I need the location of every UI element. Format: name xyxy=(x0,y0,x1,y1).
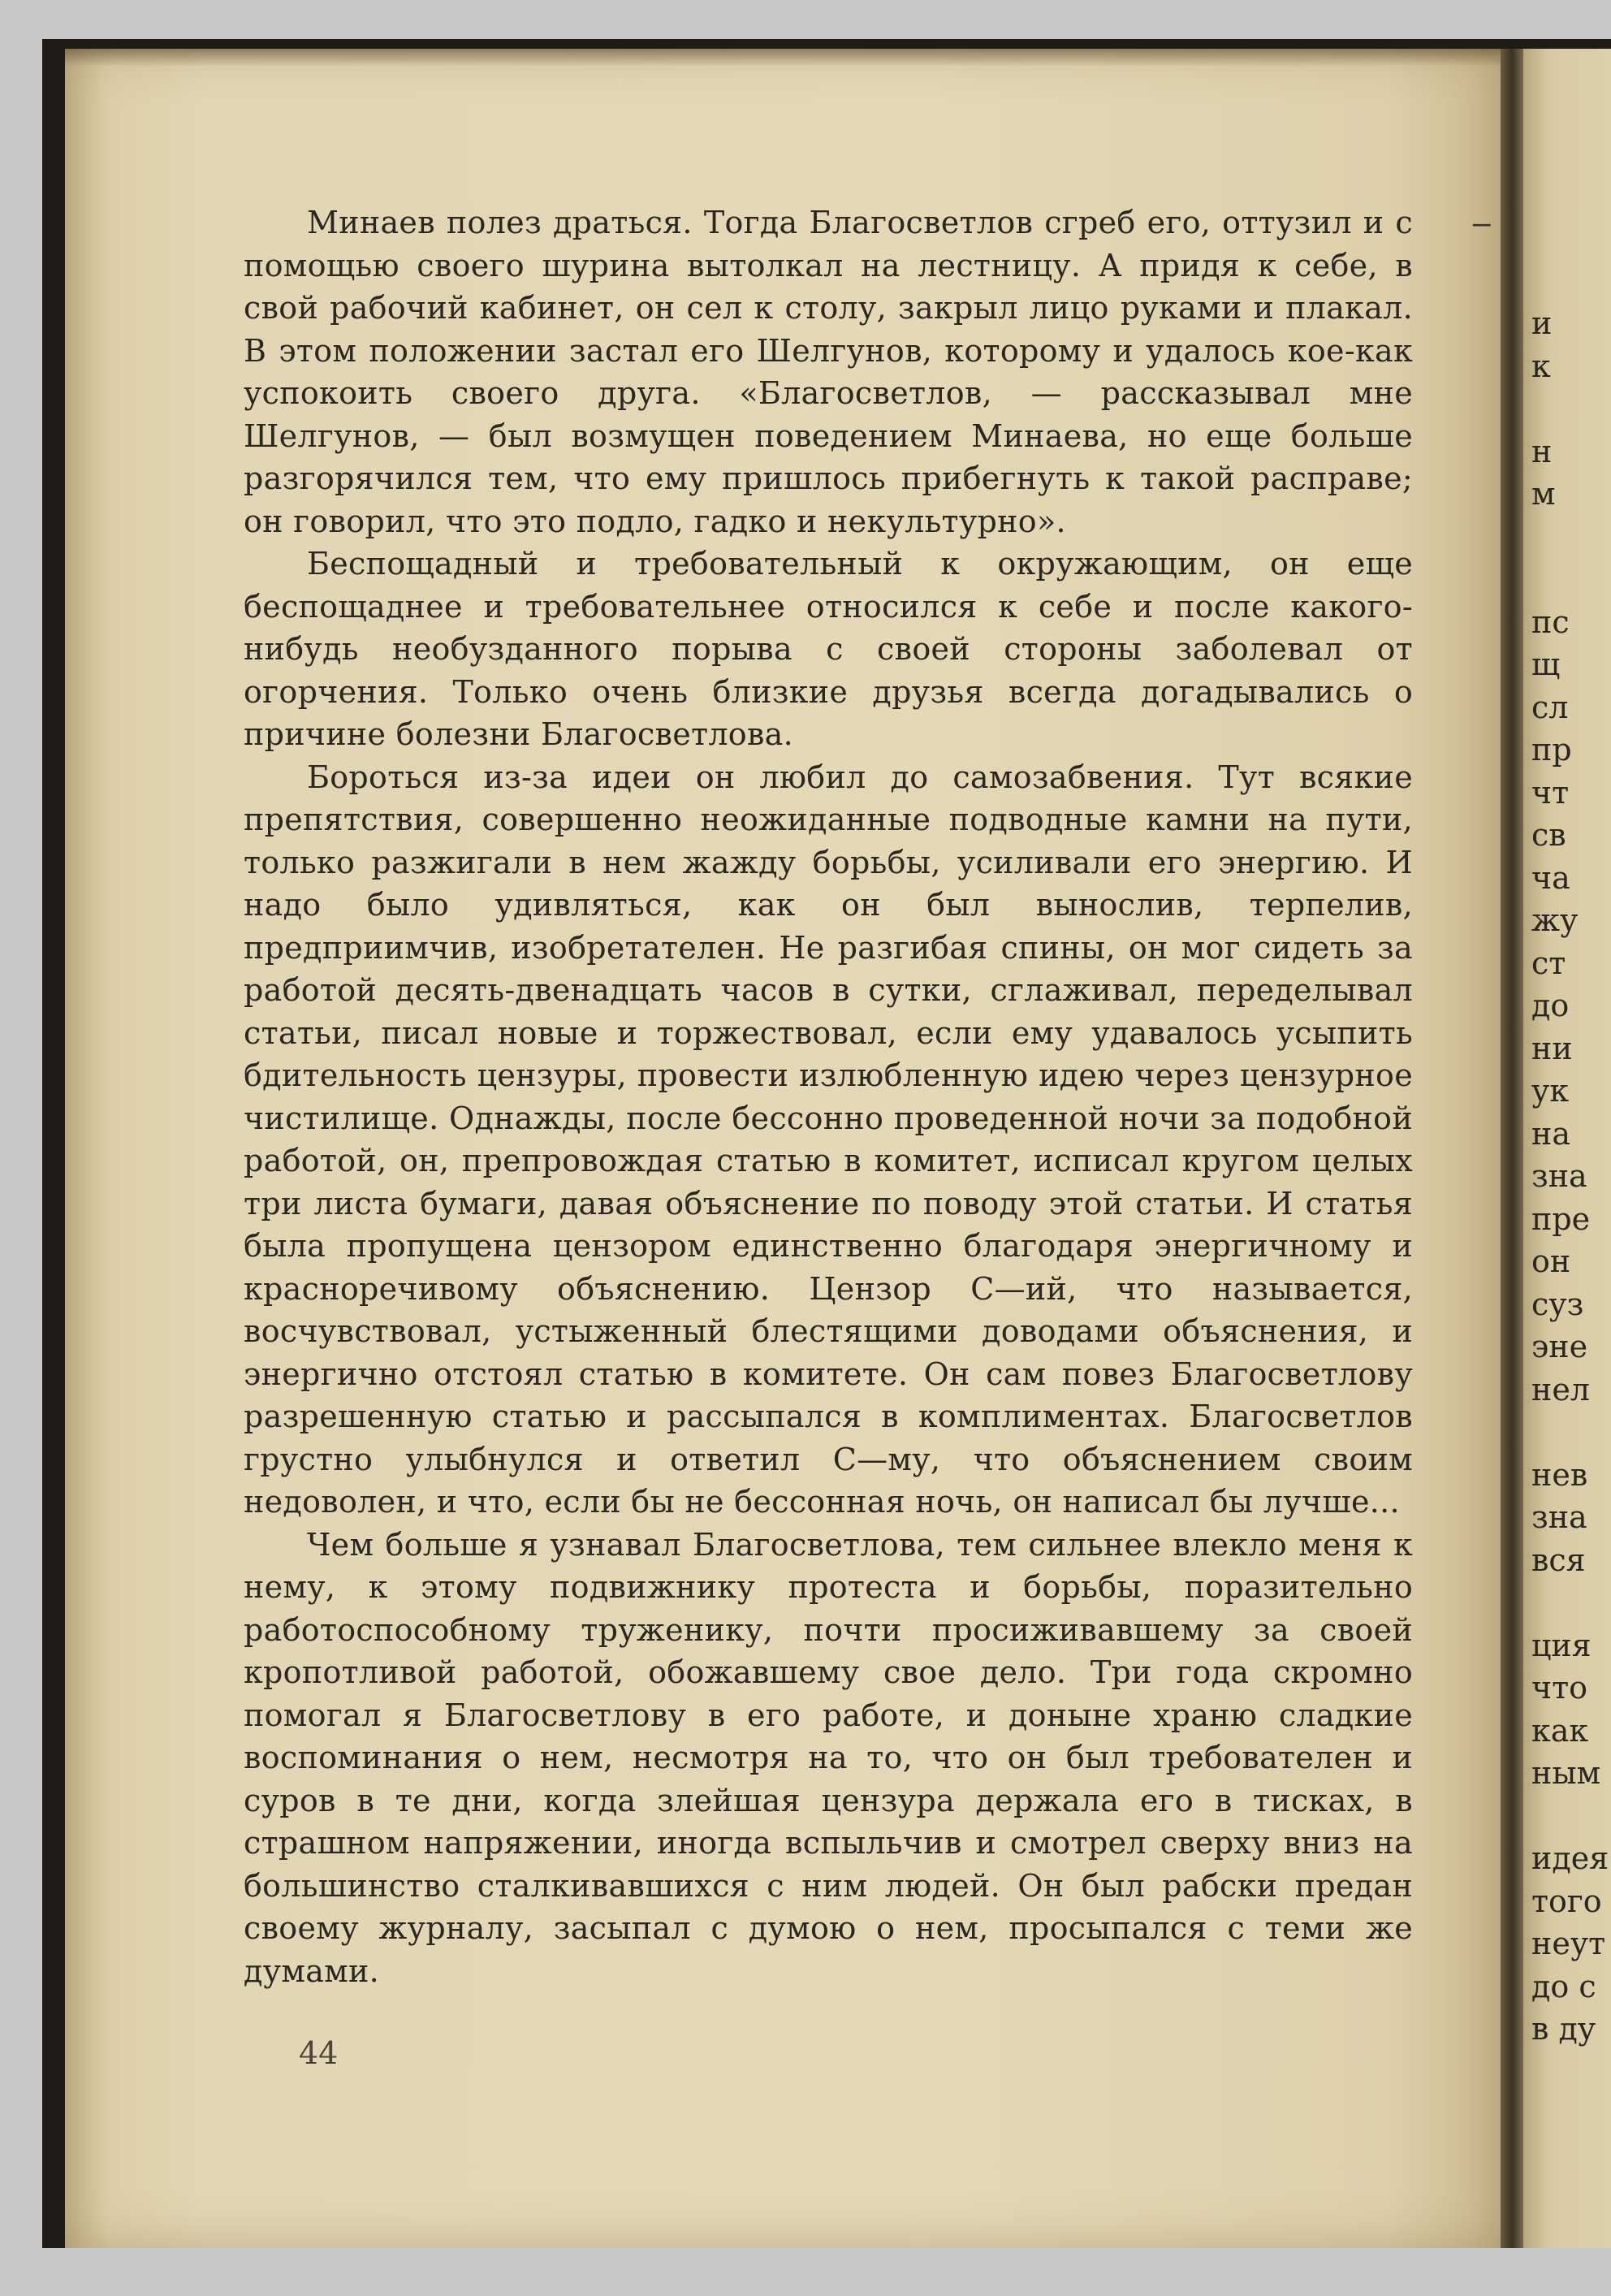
right-page-fragment: пр xyxy=(1531,732,1572,767)
paragraph: Бороться из-за идеи он любил до самозабвения. Тут всякие препятствия, совершенно неожиданные подводные камни на пути, только разжигали в нем жажду борьбы, усиливали его энергию. И надо было удивляться, как он был вынослив, терпелив, предприимчив, изобретателен. Не разгибая спины, он мог сидеть за работой десять-двенадцать часов в сутки, сглаживал, переделывал статьи, писал новые и торжествовал, если ему удавалось усыпить бдительность цензуры, провести излюбленную идею через цензурное чистилище. Однажды, после бессонно проведенной ночи за подобной работой, он, препровождая статью в комитет, исписал кругом целых три листа бумаги, давая объяснение по поводу этой статьи. И статья была пропущена цензором единственно благодаря энергичному и красноречивому объяснению. Цензор С—ий, что называется, восчувствовал, устыженный блестящими доводами объяснения, и энергично отстоял статью в комитете. Он сам повез Благосветлову разрешенную статью и рассыпался в комплиментах. Благосветлов грустно улыбнулся и ответил С—му, что объяснением своим недоволен, и что, если бы не бессонная ночь, он написал бы лучше... xyxy=(244,759,1413,1520)
right-page-fragment xyxy=(1531,1581,1611,1624)
right-page-fragment xyxy=(1531,1411,1611,1454)
page-body-text xyxy=(244,201,1413,1992)
right-page-fragment: неут xyxy=(1531,1926,1606,1961)
right-page-fragment: эне xyxy=(1531,1329,1588,1364)
right-page-text-fragments xyxy=(1531,302,1611,2051)
right-page-fragment: чт xyxy=(1531,774,1570,811)
right-page-fragment: щ xyxy=(1531,646,1561,682)
paragraph: Чем больше я узнавал Благосветлова, тем сильнее влекло меня к нему, к этому подвижнику протеста и борьбы, поразительно работоспособному труженику, почти просиживавшему за своей кропотливой работой, обожавшему свое дело. Три года скромно помогал я Благосветлову в его работе, и доныне храню сладкие воспоминания о нем, несмотря на то, что он был требователен и суров в те дни, когда злейшая цензура держала его в тисках, в страшном напряжении, иногда вспыльчив и смотрел сверху вниз на большинство сталкивавшихся с ним людей. Он был рабски предан своему журналу, засыпал с думою о нем, просыпался с теми же думами. xyxy=(244,1526,1413,1989)
book-gutter xyxy=(1501,49,1523,2248)
right-page-fragment xyxy=(1531,1795,1611,1838)
right-page-fragment: суз xyxy=(1531,1286,1584,1322)
right-page-fragment: нев xyxy=(1531,1456,1588,1493)
right-page-fragment: того xyxy=(1531,1883,1602,1919)
right-page-fragment: ция xyxy=(1531,1627,1592,1663)
right-page-fragment xyxy=(1531,516,1611,559)
right-page-fragment: вся xyxy=(1531,1541,1586,1578)
right-page-fragment xyxy=(1531,387,1611,430)
paragraph: Беспощадный и требовательный к окружающим, он еще беспощаднее и требовательнее относился к себе и после какого-нибудь необузданного порыва с своей стороны заболевал от огорчения. Только очень близкие друзья всегда догадывались о причине болезни Благосветлова. xyxy=(244,546,1413,752)
right-page-fragment: ук xyxy=(1531,1073,1570,1109)
right-page-fragment: как xyxy=(1531,1712,1589,1749)
right-page-fragment: пс xyxy=(1531,603,1570,640)
right-page-fragment: нел xyxy=(1531,1371,1590,1407)
right-page-fragment: зна xyxy=(1531,1158,1587,1194)
right-page-fragment: к xyxy=(1531,348,1551,384)
right-page-fragment: в ду xyxy=(1531,2011,1596,2047)
right-page-fragment: что xyxy=(1531,1670,1588,1706)
right-page-fragment: идея xyxy=(1531,1840,1609,1876)
right-page-fragment: сл xyxy=(1531,689,1569,725)
right-page-fragment: пре xyxy=(1531,1200,1591,1237)
right-page-fragment: ст xyxy=(1531,945,1566,981)
right-page-fragment: св xyxy=(1531,817,1566,853)
right-page-fragment xyxy=(1531,558,1611,601)
paragraph: Минаев полез драться. Тогда Благосветлов сгреб его, оттузил и с помощью своего шурина вытолкал на лестницу. А придя к себе, в свой рабочий кабинет, он сел к столу, закрыл лицо руками и плакал. В этом положении застал его Шелгунов, которому и удалось кое-как успокоить своего друга. «Благосветлов, — рассказывал мне Шелгунов, — был возмущен поведением Минаева, но еще больше разгорячился тем, что ему пришлось прибегнуть к такой расправе; он говорил, что это подло, гадко и некультурно». xyxy=(244,205,1413,539)
right-page-fragment: на xyxy=(1531,1115,1570,1152)
right-page-fragment: ным xyxy=(1531,1755,1601,1791)
right-page-fragment: и xyxy=(1531,305,1553,341)
right-page-fragment: до с xyxy=(1531,1968,1596,2004)
right-page-fragment: до xyxy=(1531,988,1570,1023)
right-page-fragment: ни xyxy=(1531,1030,1573,1066)
right-page-edge xyxy=(1523,49,1611,2248)
right-page-fragment: ча xyxy=(1531,859,1570,896)
right-page-fragment: зна xyxy=(1531,1499,1587,1535)
right-page-fragment: м xyxy=(1531,476,1556,512)
page-number: 44 xyxy=(299,2035,339,2071)
right-page-fragment: он xyxy=(1531,1243,1571,1279)
right-page-fragment: жу xyxy=(1531,902,1579,938)
right-page-fragment: н xyxy=(1531,433,1553,469)
margin-mark: ‒ xyxy=(1471,205,1492,242)
